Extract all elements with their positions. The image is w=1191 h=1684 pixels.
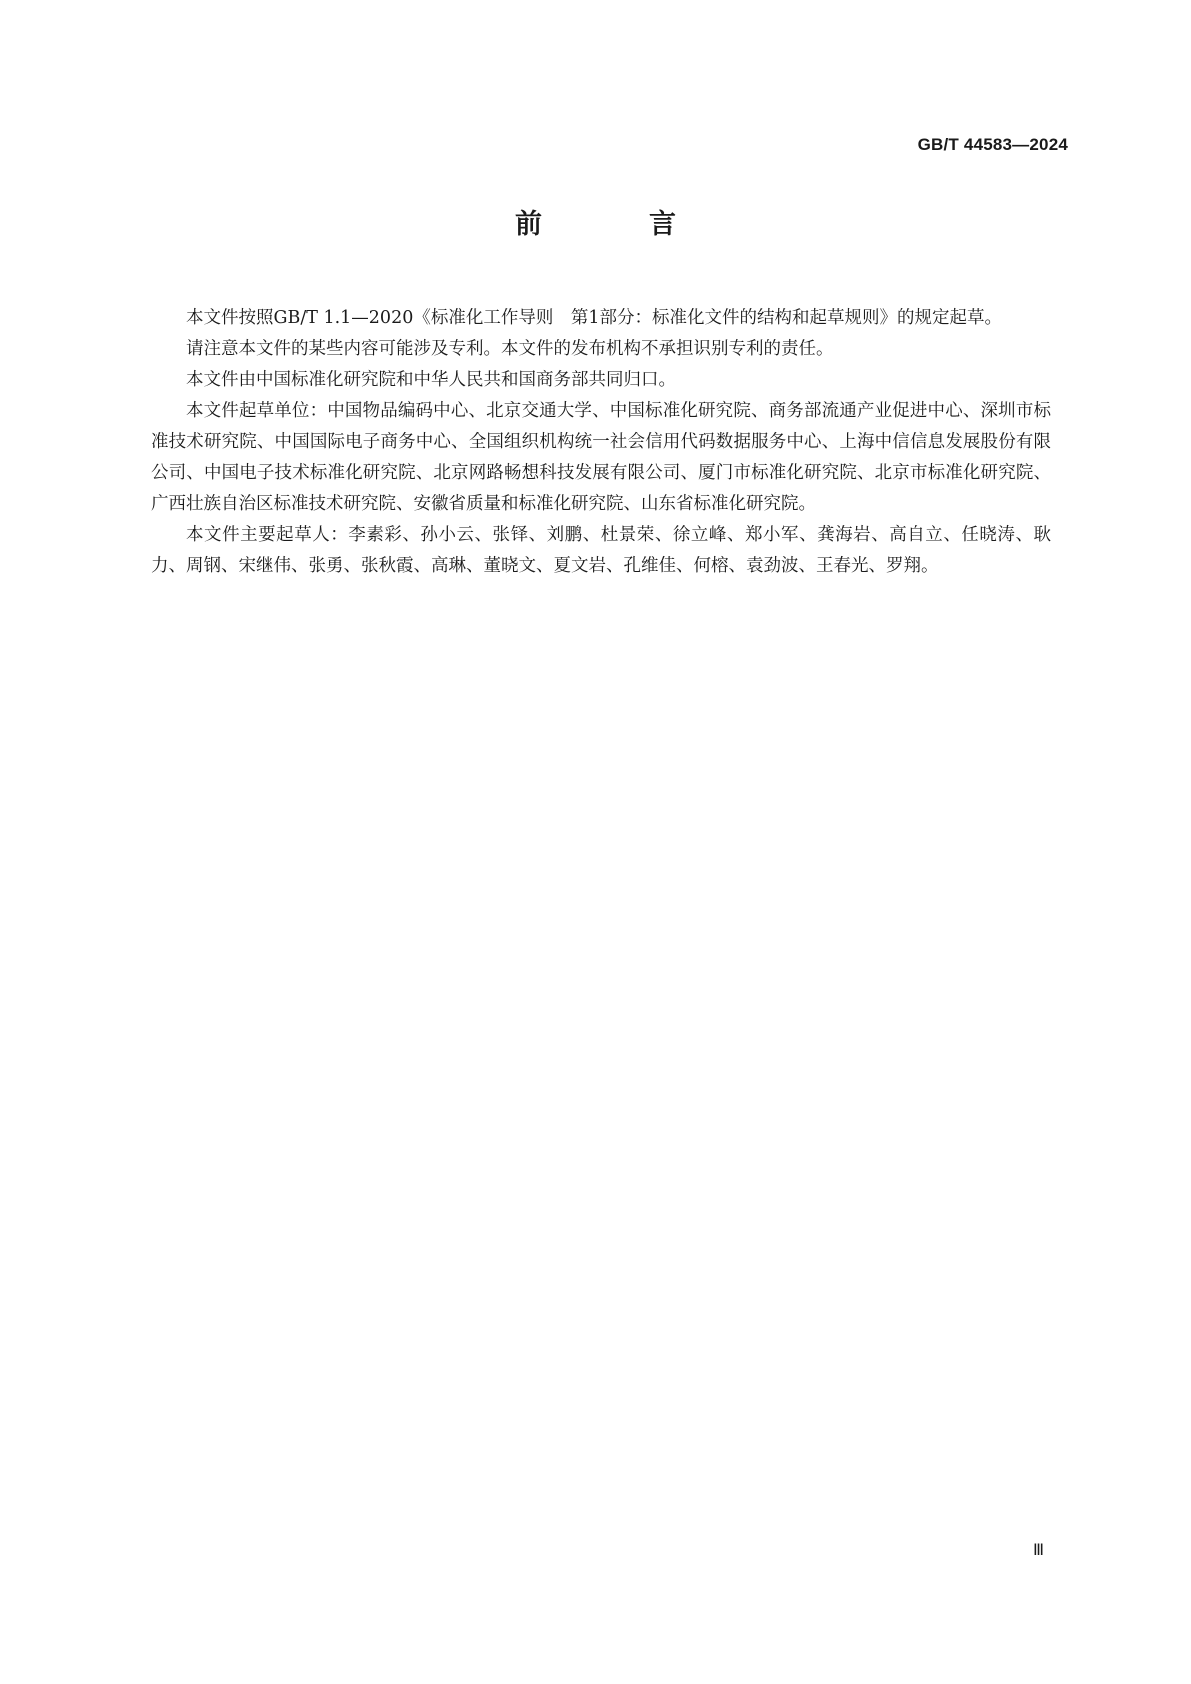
paragraph-drafting-units: 本文件起草单位：中国物品编码中心、北京交通大学、中国标准化研究院、商务部流通产业促进中心、深圳市标准技术研究院、中国国际电子商务中心、全国组织机构统一社会信用代码数据服务中心、上海中信信息发展股份有限公司、中国电子技术标准化研究院、北京网路畅想科技发展有限公司、厦门市标准化研究院、北京市标准化研究院、广西壮族自治区标准技术研究院、安徽省质量和标准化研究院、山东省标准化研究院。 <box>151 401 1051 514</box>
foreword-body <box>151 303 1051 582</box>
page-number: Ⅲ <box>1032 1542 1044 1559</box>
paragraph-centralized-unit: 本文件由中国标准化研究院和中华人民共和国商务部共同归口。 <box>186 370 676 390</box>
paragraph-patent-notice: 请注意本文件的某些内容可能涉及专利。本文件的发布机构不承担识别专利的责任。 <box>186 339 834 359</box>
page-title: 前 言 <box>515 209 716 240</box>
paragraph-drafting-rules: 本文件按照GB/T 1.1—2020《标准化工作导则 第1部分：标准化文件的结构和起草规则》的规定起草。 <box>186 308 1002 328</box>
standard-number: GB/T 44583—2024 <box>917 135 1068 154</box>
paragraph-main-drafters: 本文件主要起草人：李素彩、孙小云、张铎、刘鹏、杜景荣、徐立峰、郑小军、龚海岩、高自立、任晓涛、耿力、周钢、宋继伟、张勇、张秋霞、高琳、董晓文、夏文岩、孔维佳、何榕、袁劲波、王春光、罗翔。 <box>151 525 1051 576</box>
